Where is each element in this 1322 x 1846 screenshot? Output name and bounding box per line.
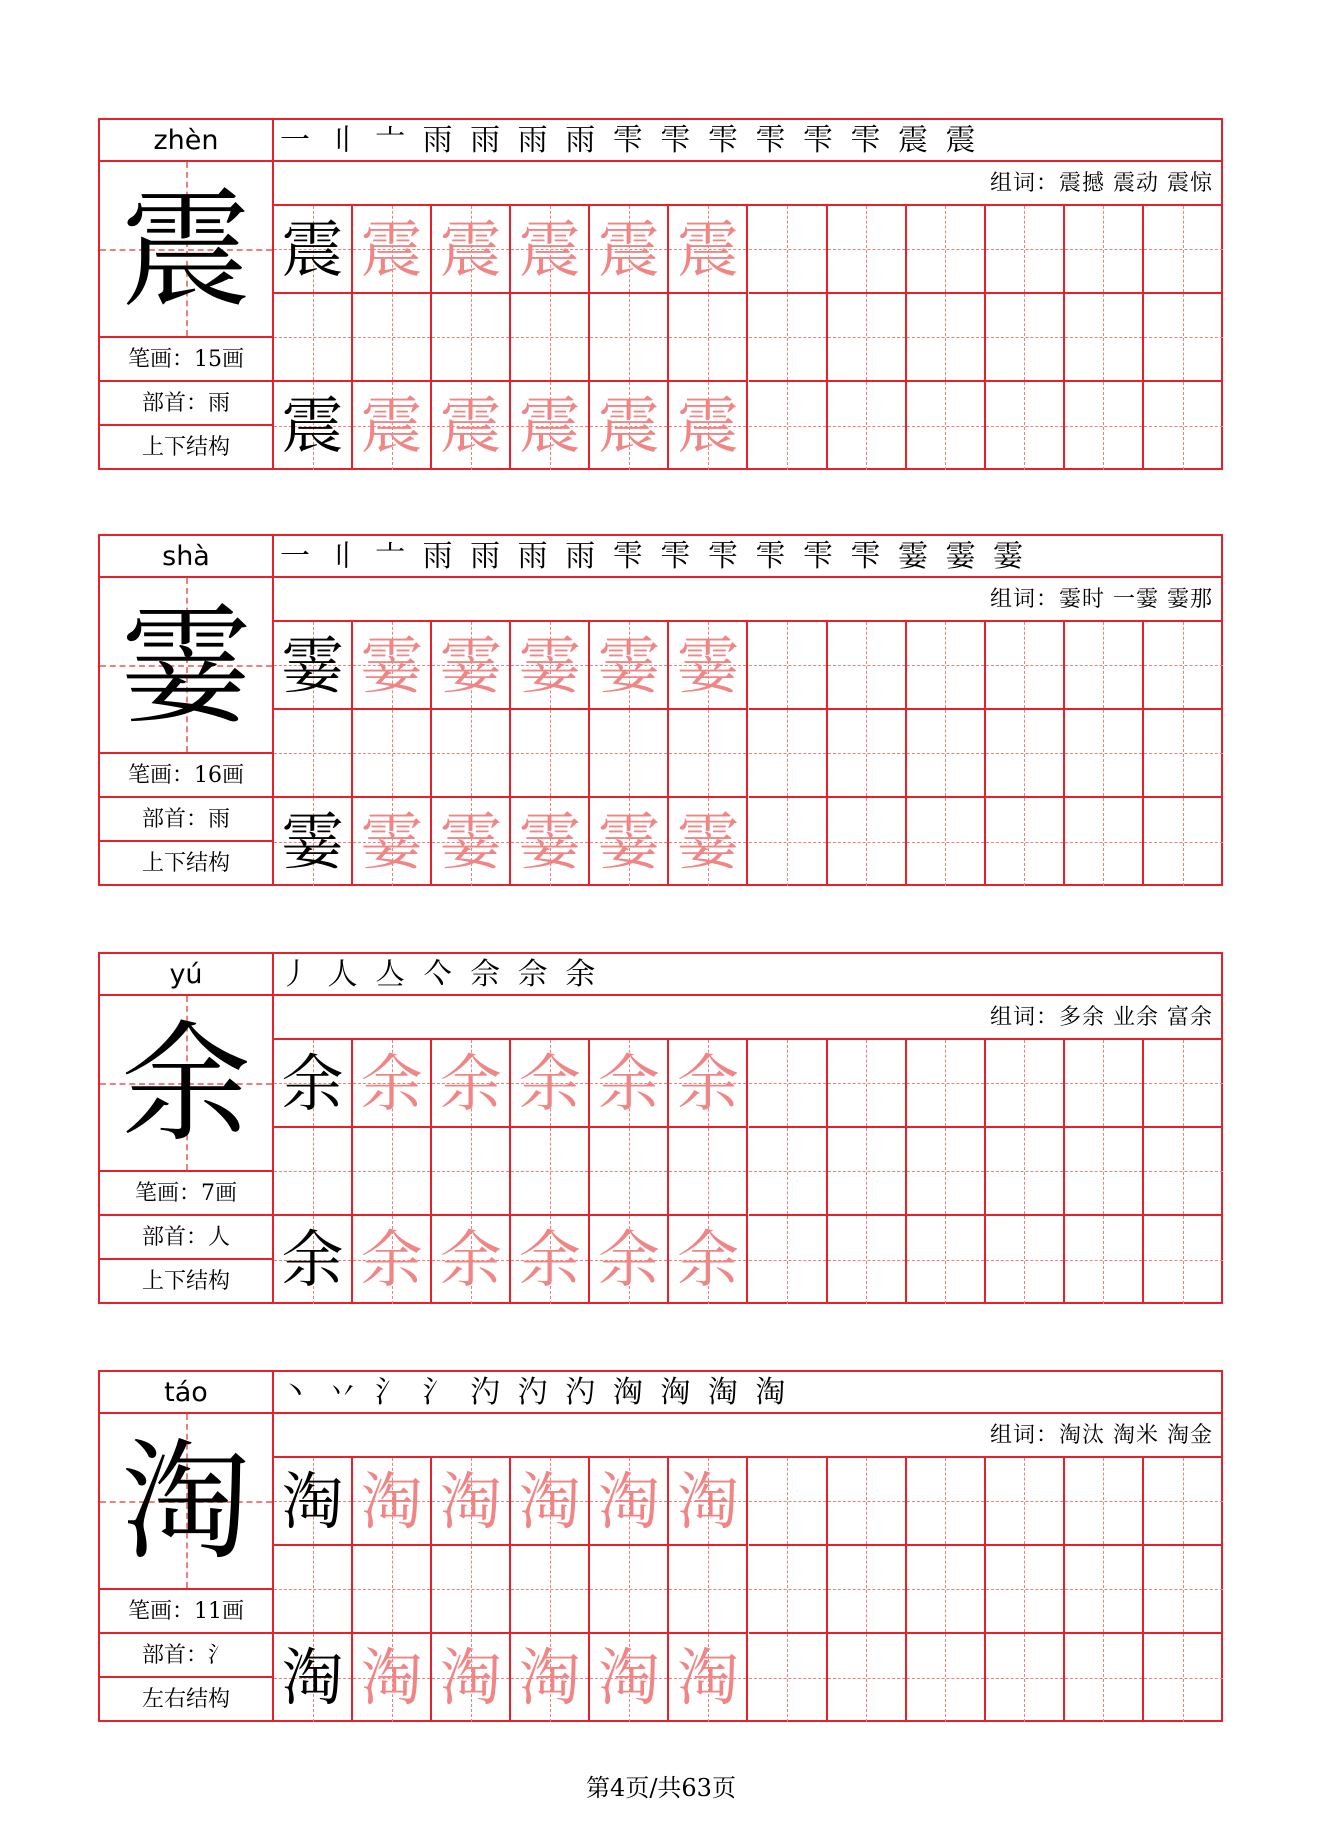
practice-cell: [353, 622, 432, 710]
page-number: 第4页/共63页: [586, 1774, 736, 1802]
practice-cell: [986, 710, 1065, 798]
practice-cell: [749, 382, 828, 470]
practice-cell: [432, 1546, 511, 1634]
practice-cell: [669, 798, 748, 886]
practice-cell: [511, 622, 590, 710]
stroke-count: 笔画：7画: [100, 1172, 272, 1216]
trace-char: 霎: [597, 629, 660, 702]
practice-cell: [986, 1546, 1065, 1634]
practice-cell: [828, 1546, 907, 1634]
stroke-count: 笔画：15画: [100, 338, 272, 382]
trace-char: 淘: [597, 1641, 660, 1714]
model-character-box: [100, 162, 272, 338]
practice-cell: [1065, 1634, 1144, 1722]
practice-row: [274, 622, 1221, 710]
practice-cell: [986, 382, 1065, 470]
character-info-column: [100, 536, 274, 884]
practice-cell: [749, 1458, 828, 1546]
practice-cell: [907, 206, 986, 294]
practice-row: [274, 294, 1221, 382]
practice-row: [274, 1546, 1221, 1634]
model-character: 震: [120, 174, 251, 326]
practice-cell: [1144, 710, 1223, 798]
practice-cell: [1065, 294, 1144, 382]
practice-cell: [432, 1216, 511, 1304]
practice-cell: [353, 1634, 432, 1722]
trace-char: 淘: [518, 1641, 581, 1714]
radical: 部首：人: [100, 1216, 272, 1260]
practice-cell: [828, 710, 907, 798]
structure: 上下结构: [141, 435, 230, 460]
practice-cell: [274, 1546, 353, 1634]
trace-char: 霎: [676, 805, 739, 878]
practice-cell: [1144, 1216, 1223, 1304]
practice-cell: [986, 1458, 1065, 1546]
practice-cell: [907, 1546, 986, 1634]
stroke-count: 笔画：16画: [100, 754, 272, 798]
practice-row: [274, 1458, 1221, 1546]
radical: 部首：雨: [100, 798, 272, 842]
practice-row: [274, 1634, 1221, 1722]
practice-cell: [669, 710, 748, 798]
practice-cell: [986, 622, 1065, 710]
practice-cell: [828, 1128, 907, 1216]
character-card: [98, 1370, 1223, 1722]
practice-cell: [1144, 382, 1223, 470]
practice-cell: [749, 1546, 828, 1634]
practice-area: [274, 536, 1221, 884]
practice-cell: [353, 1128, 432, 1216]
practice-model-char: 淘: [281, 1641, 344, 1714]
practice-cell: [828, 1634, 907, 1722]
practice-cell: [511, 1216, 590, 1304]
stroke-order: 一 〢 〦 ⾬ ⾬ ⾬ ⾬ 雫 雫 雫 雫 雫 雫 震 震: [274, 120, 1221, 162]
practice-cell: [1065, 798, 1144, 886]
practice-cell: [986, 1128, 1065, 1216]
practice-cell: [511, 1634, 590, 1722]
structure: 上下结构: [141, 1269, 230, 1294]
practice-cell: [749, 294, 828, 382]
practice-cell: [907, 1216, 986, 1304]
practice-cell: [432, 1040, 511, 1128]
word-examples: 组词：淘汰 淘米 淘金: [274, 1414, 1221, 1458]
trace-char: 余: [518, 1223, 581, 1296]
practice-cell: [749, 1128, 828, 1216]
practice-cell: [511, 1128, 590, 1216]
trace-char: 余: [676, 1047, 739, 1120]
practice-cell: [511, 206, 590, 294]
practice-cell: [353, 382, 432, 470]
practice-cell: [828, 206, 907, 294]
practice-cell: [907, 622, 986, 710]
trace-char: 淘: [597, 1465, 660, 1538]
practice-cell: [274, 1634, 353, 1722]
practice-cell: [1065, 622, 1144, 710]
trace-char: 余: [518, 1047, 581, 1120]
practice-cell: [353, 206, 432, 294]
model-character-box: [100, 1414, 272, 1590]
practice-cell: [669, 1634, 748, 1722]
practice-cell: [1144, 1546, 1223, 1634]
practice-cell: [907, 1040, 986, 1128]
practice-cell: [1065, 1546, 1144, 1634]
practice-area: [274, 1372, 1221, 1720]
practice-row: [274, 1040, 1221, 1128]
practice-cell: [1065, 1040, 1144, 1128]
practice-cell: [353, 710, 432, 798]
character-info-column: [100, 954, 274, 1302]
practice-cell: [749, 622, 828, 710]
trace-char: 淘: [439, 1465, 502, 1538]
practice-cell: [1065, 1128, 1144, 1216]
stroke-count: 笔画：11画: [100, 1590, 272, 1634]
practice-cell: [274, 1040, 353, 1128]
practice-cell: [274, 1128, 353, 1216]
practice-cell: [353, 1216, 432, 1304]
practice-area: [274, 120, 1221, 468]
model-character: 霎: [120, 590, 251, 742]
practice-cell: [274, 1458, 353, 1546]
practice-cell: [432, 1128, 511, 1216]
practice-cell: [828, 294, 907, 382]
practice-model-char: 霎: [281, 629, 344, 702]
practice-cell: [511, 382, 590, 470]
practice-cell: [749, 710, 828, 798]
practice-cell: [353, 1040, 432, 1128]
practice-cell: [353, 798, 432, 886]
practice-cell: [669, 1128, 748, 1216]
practice-row: [274, 710, 1221, 798]
trace-char: 淘: [676, 1465, 739, 1538]
word-examples: 组词：霎时 一霎 霎那: [274, 578, 1221, 622]
trace-char: 淘: [518, 1465, 581, 1538]
practice-cell: [828, 1216, 907, 1304]
trace-char: 余: [597, 1223, 660, 1296]
practice-row: [274, 206, 1221, 294]
practice-cell: [590, 710, 669, 798]
pinyin: yú: [100, 954, 272, 996]
practice-cell: [432, 622, 511, 710]
model-character-box: [100, 578, 272, 754]
trace-char: 霎: [360, 805, 423, 878]
trace-char: 霎: [518, 805, 581, 878]
word-examples: 组词：震撼 震动 震惊: [274, 162, 1221, 206]
stroke-order: 丶 丷 氵 氵 汋 汋 汋 洶 洶 淘 淘: [274, 1372, 1221, 1414]
practice-row: [274, 382, 1221, 470]
practice-cell: [669, 1216, 748, 1304]
trace-char: 霎: [597, 805, 660, 878]
practice-cell: [274, 1216, 353, 1304]
practice-cell: [828, 1458, 907, 1546]
practice-cell: [1065, 1458, 1144, 1546]
practice-cell: [749, 1216, 828, 1304]
practice-cell: [590, 1216, 669, 1304]
trace-char: 霎: [676, 629, 739, 702]
stroke-order: 丿 人 亼 亽 佘 佘 余: [274, 954, 1221, 996]
practice-cell: [511, 1040, 590, 1128]
practice-cell: [986, 1040, 1065, 1128]
practice-cell: [828, 622, 907, 710]
practice-cell: [1144, 798, 1223, 886]
structure: 上下结构: [141, 851, 230, 876]
trace-char: 霎: [439, 805, 502, 878]
practice-cell: [669, 294, 748, 382]
practice-model-char: 霎: [281, 805, 344, 878]
trace-char: 震: [676, 213, 739, 286]
structure: 左右结构: [141, 1687, 230, 1712]
practice-cell: [986, 1634, 1065, 1722]
practice-model-char: 余: [281, 1047, 344, 1120]
trace-char: 震: [439, 213, 502, 286]
practice-cell: [986, 206, 1065, 294]
radical: 部首：雨: [100, 382, 272, 426]
trace-char: 震: [360, 389, 423, 462]
practice-cell: [907, 1128, 986, 1216]
practice-cell: [1144, 206, 1223, 294]
practice-row: [274, 1216, 1221, 1304]
practice-cell: [353, 294, 432, 382]
character-card: [98, 952, 1223, 1304]
practice-cell: [590, 798, 669, 886]
trace-char: 余: [597, 1047, 660, 1120]
practice-cell: [1144, 294, 1223, 382]
trace-char: 震: [597, 213, 660, 286]
model-character: 淘: [120, 1426, 251, 1578]
practice-cell: [1144, 622, 1223, 710]
practice-cell: [590, 1546, 669, 1634]
practice-cell: [1065, 206, 1144, 294]
practice-cell: [590, 1040, 669, 1128]
practice-cell: [274, 382, 353, 470]
practice-cell: [432, 1458, 511, 1546]
practice-row: [274, 1128, 1221, 1216]
practice-cell: [1144, 1040, 1223, 1128]
practice-cell: [274, 798, 353, 886]
character-info-column: [100, 1372, 274, 1720]
practice-cell: [907, 1634, 986, 1722]
trace-char: 霎: [439, 629, 502, 702]
practice-cell: [828, 382, 907, 470]
trace-char: 霎: [360, 629, 423, 702]
practice-cell: [986, 1216, 1065, 1304]
practice-cell: [511, 1458, 590, 1546]
model-character: 余: [120, 1008, 251, 1160]
practice-cell: [590, 1458, 669, 1546]
practice-cell: [669, 1458, 748, 1546]
practice-cell: [590, 294, 669, 382]
practice-model-char: 震: [281, 389, 344, 462]
model-character-box: [100, 996, 272, 1172]
pinyin: zhèn: [100, 120, 272, 162]
practice-cell: [432, 798, 511, 886]
practice-cell: [749, 798, 828, 886]
practice-cell: [1065, 1216, 1144, 1304]
practice-cell: [669, 206, 748, 294]
practice-cell: [432, 206, 511, 294]
character-card: [98, 118, 1223, 470]
practice-row: [274, 798, 1221, 886]
practice-cell: [1144, 1458, 1223, 1546]
practice-cell: [274, 206, 353, 294]
practice-cell: [828, 1040, 907, 1128]
practice-cell: [432, 710, 511, 798]
practice-cell: [353, 1546, 432, 1634]
practice-cell: [986, 798, 1065, 886]
practice-cell: [1065, 382, 1144, 470]
trace-char: 淘: [360, 1641, 423, 1714]
practice-cell: [432, 382, 511, 470]
practice-cell: [1144, 1634, 1223, 1722]
practice-model-char: 淘: [281, 1465, 344, 1538]
trace-char: 震: [518, 389, 581, 462]
trace-char: 余: [676, 1223, 739, 1296]
trace-char: 余: [360, 1223, 423, 1296]
trace-char: 余: [439, 1047, 502, 1120]
practice-model-char: 余: [281, 1223, 344, 1296]
practice-cell: [907, 710, 986, 798]
practice-cell: [590, 206, 669, 294]
pinyin: shà: [100, 536, 272, 578]
practice-cell: [590, 1634, 669, 1722]
practice-cell: [907, 798, 986, 886]
trace-char: 震: [518, 213, 581, 286]
character-info-column: [100, 120, 274, 468]
stroke-order: 一 〢 〦 ⾬ ⾬ ⾬ ⾬ 雫 雫 雫 雫 雫 雫 霎 霎 霎: [274, 536, 1221, 578]
practice-cell: [907, 382, 986, 470]
practice-cell: [907, 294, 986, 382]
trace-char: 震: [597, 389, 660, 462]
trace-char: 淘: [360, 1465, 423, 1538]
radical: 部首：氵: [100, 1634, 272, 1678]
practice-area: [274, 954, 1221, 1302]
practice-cell: [590, 382, 669, 470]
trace-char: 震: [439, 389, 502, 462]
practice-cell: [1065, 710, 1144, 798]
practice-cell: [432, 1634, 511, 1722]
practice-cell: [986, 294, 1065, 382]
practice-cell: [907, 1458, 986, 1546]
trace-char: 淘: [439, 1641, 502, 1714]
practice-cell: [669, 382, 748, 470]
practice-cell: [274, 710, 353, 798]
practice-cell: [511, 294, 590, 382]
practice-cell: [511, 710, 590, 798]
pinyin: táo: [100, 1372, 272, 1414]
practice-cell: [590, 1128, 669, 1216]
practice-cell: [274, 622, 353, 710]
practice-cell: [749, 1634, 828, 1722]
practice-cell: [274, 294, 353, 382]
practice-cell: [828, 798, 907, 886]
practice-cell: [1144, 1128, 1223, 1216]
practice-cell: [590, 622, 669, 710]
practice-cell: [749, 1040, 828, 1128]
trace-char: 震: [360, 213, 423, 286]
practice-cell: [511, 798, 590, 886]
character-card: [98, 534, 1223, 886]
practice-cell: [353, 1458, 432, 1546]
trace-char: 霎: [518, 629, 581, 702]
practice-cell: [511, 1546, 590, 1634]
trace-char: 余: [360, 1047, 423, 1120]
practice-cell: [669, 1546, 748, 1634]
practice-cell: [669, 622, 748, 710]
trace-char: 淘: [676, 1641, 739, 1714]
practice-cell: [669, 1040, 748, 1128]
practice-model-char: 震: [281, 213, 344, 286]
trace-char: 余: [439, 1223, 502, 1296]
word-examples: 组词：多余 业余 富余: [274, 996, 1221, 1040]
practice-cell: [749, 206, 828, 294]
trace-char: 震: [676, 389, 739, 462]
practice-cell: [432, 294, 511, 382]
